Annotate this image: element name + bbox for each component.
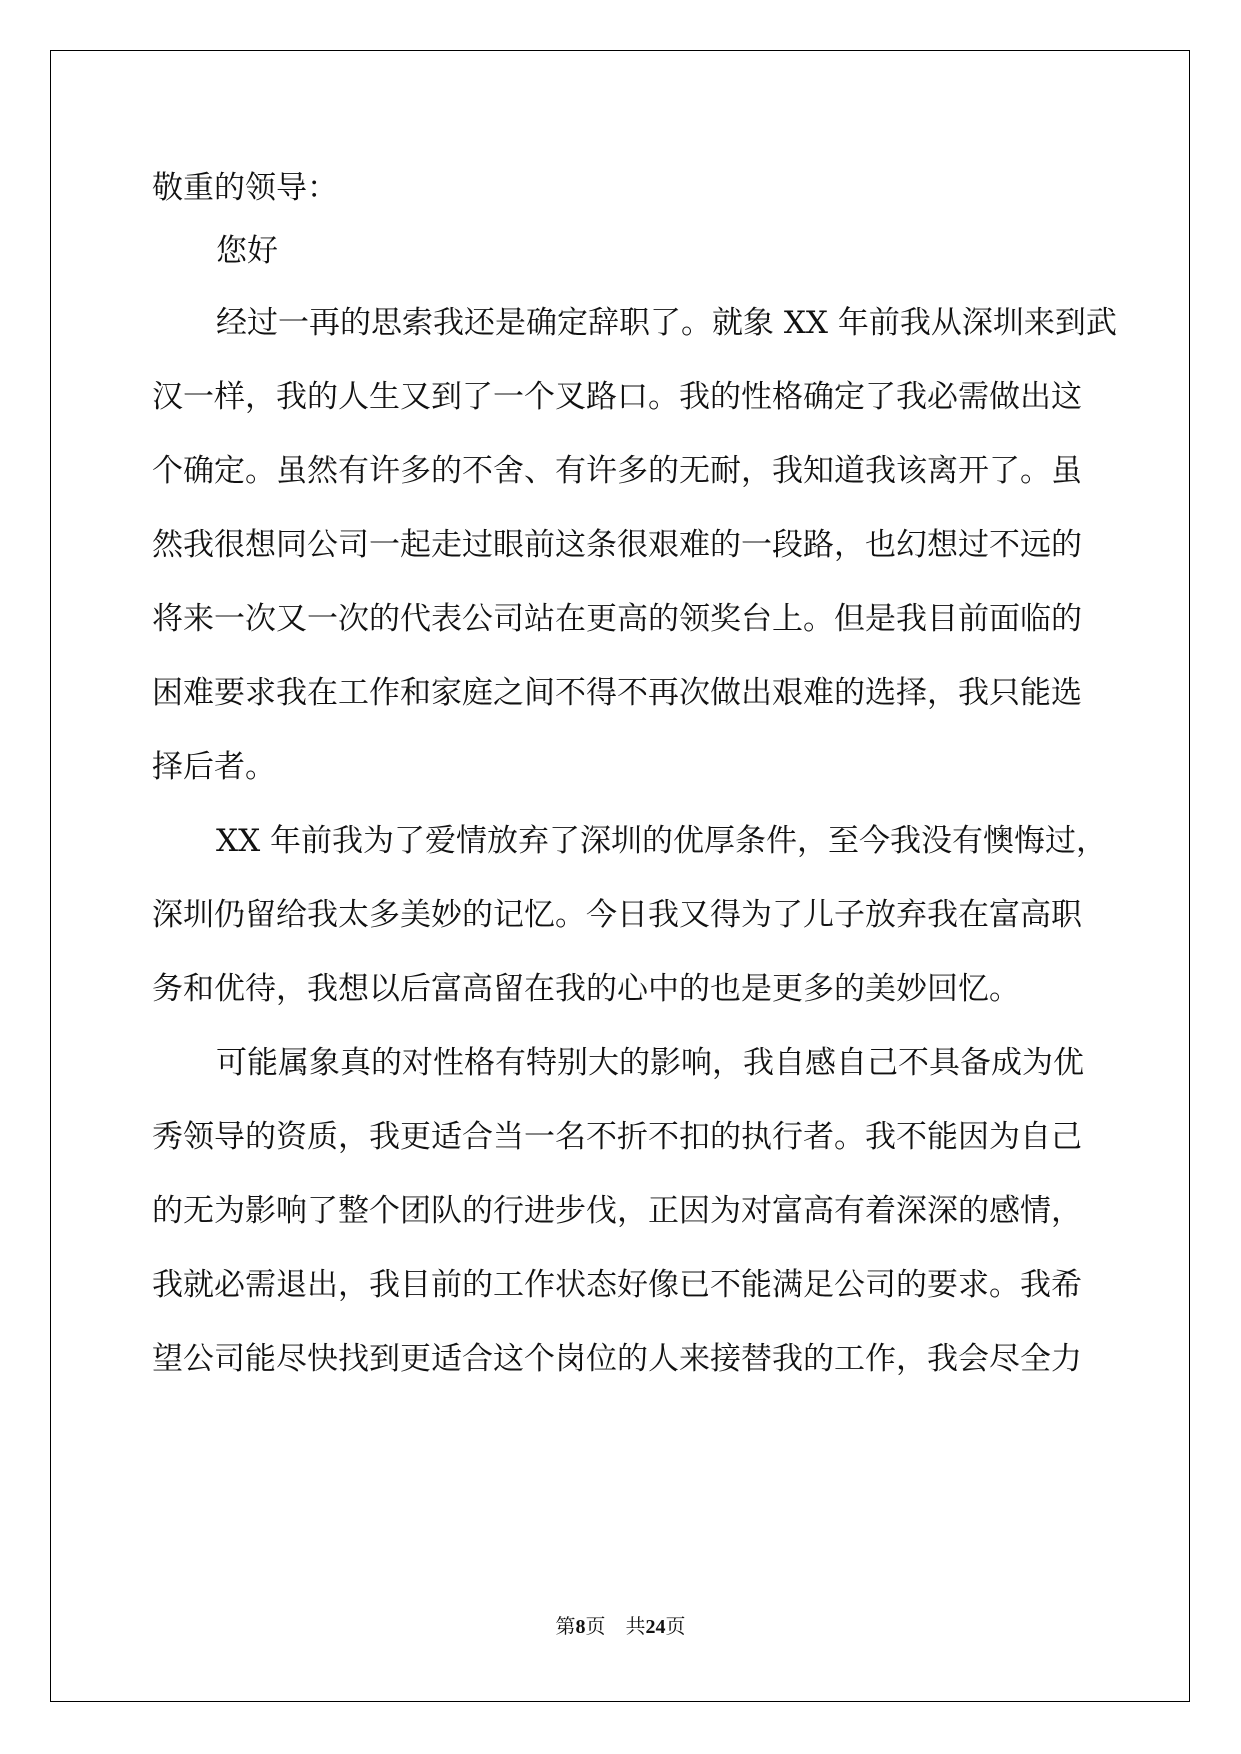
paragraph-line: 将来一次又一次的代表公司站在更高的领奖台上。但是我目前面临的 [152,601,1082,637]
greeting: 您好 [216,233,278,269]
paragraph-line: 可能属象真的对性格有特别大的影响，我自感自己不具备成为优 [216,1045,1084,1081]
paragraph-line: 然我很想同公司一起走过眼前这条很艰难的一段路，也幻想过不远的 [152,527,1082,563]
total-suffix: 页 [665,1616,686,1638]
paragraph-line: 望公司能尽快找到更适合这个岗位的人来接替我的工作，我会尽全力 [152,1341,1082,1377]
paragraph-line: 经过一再的思索我还是确定辞职了。就象 XX 年前我从深圳来到武 [216,305,1117,341]
paragraph-line: 汉一样，我的人生又到了一个叉路口。我的性格确定了我必需做出这 [152,379,1082,415]
paragraph-line: 个确定。虽然有许多的不舍、有许多的无耐，我知道我该离开了。虽 [152,453,1082,489]
paragraph-line: 的无为影响了整个团队的行进步伐，正因为对富高有着深深的感情， [152,1193,1082,1229]
page-number: 8 [575,1616,586,1638]
salutation: 敬重的领导： [152,170,338,206]
page-prefix: 第 [555,1616,576,1638]
total-pages: 24 [645,1616,666,1638]
page-suffix: 页 [585,1616,606,1638]
paragraph-line: 择后者。 [152,749,276,785]
paragraph-line: 深圳仍留给我太多美妙的记忆。今日我又得为了儿子放弃我在富高职 [152,897,1082,933]
paragraph-line: 我就必需退出，我目前的工作状态好像已不能满足公司的要求。我希 [152,1267,1082,1303]
page-border [50,50,1190,1702]
paragraph-line: XX 年前我为了爱情放弃了深圳的优厚条件，至今我没有懊悔过， [216,823,1107,859]
paragraph-line: 秀领导的资质，我更适合当一名不折不扣的执行者。我不能因为自己 [152,1119,1082,1155]
paragraph-line: 务和优待，我想以后富高留在我的心中的也是更多的美妙回忆。 [152,971,1020,1007]
page-footer [0,1610,1241,1639]
total-prefix: 共 [625,1616,646,1638]
paragraph-line: 困难要求我在工作和家庭之间不得不再次做出艰难的选择，我只能选 [152,675,1082,711]
